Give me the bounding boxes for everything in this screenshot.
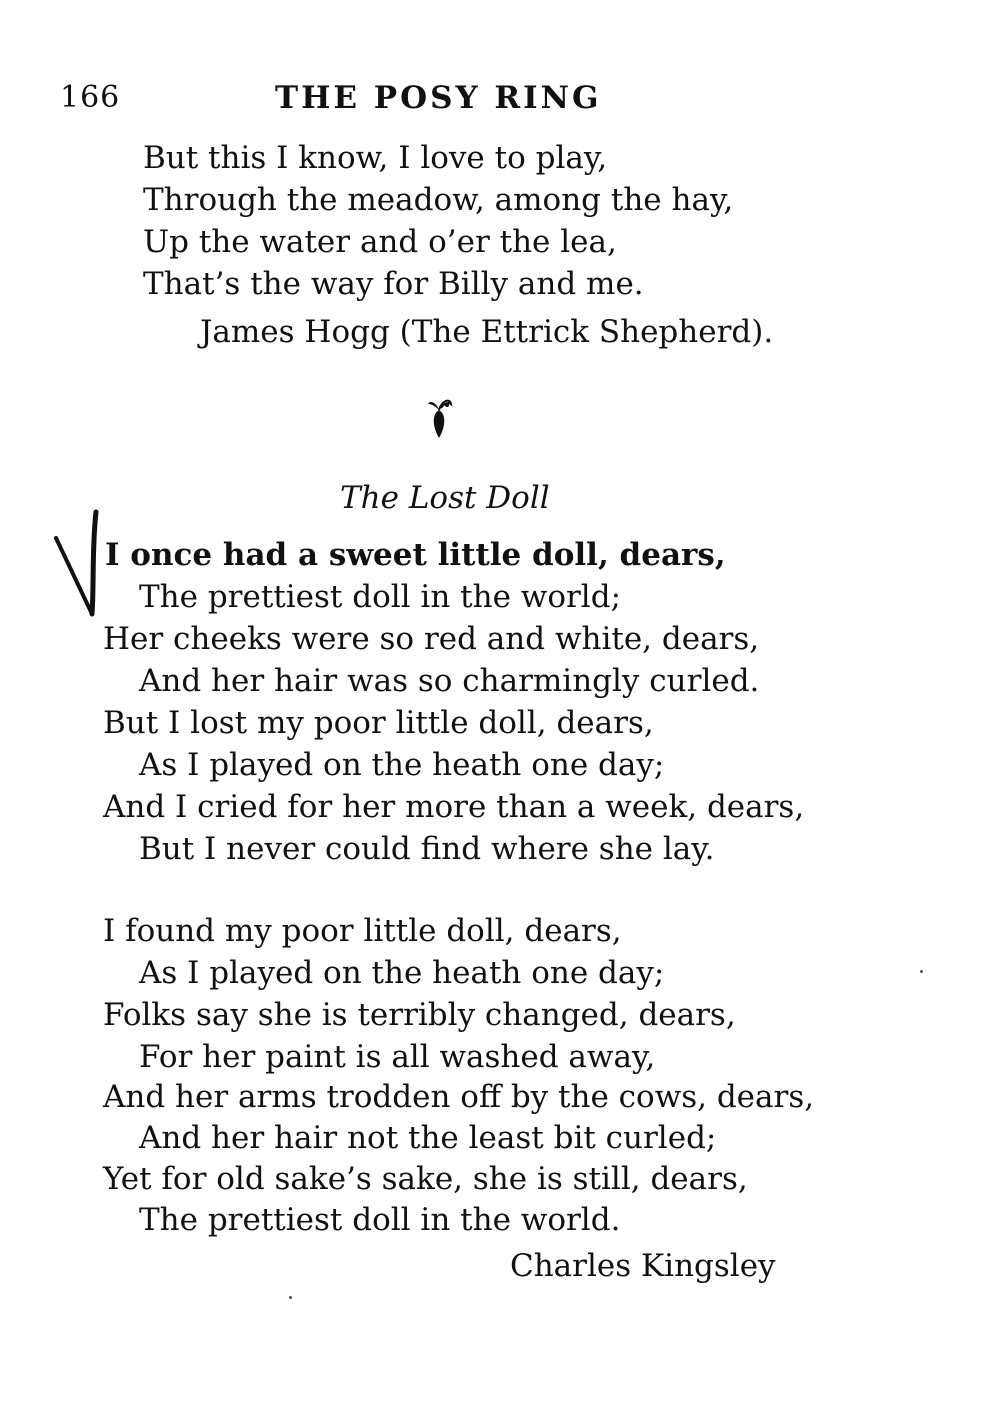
poem-line: For her paint is all washed away, — [139, 1039, 656, 1075]
poem-line: I found my poor little doll, dears, — [103, 913, 622, 949]
poem-attribution: James Hogg (The Ettrick Shepherd). — [200, 314, 774, 350]
poem-line: That’s the way for Billy and me. — [143, 266, 644, 302]
poem-line: Folks say she is terribly changed, dears, — [103, 997, 736, 1033]
poem-line: And her hair not the least bit curled; — [139, 1120, 717, 1156]
page-number: 166 — [60, 80, 121, 115]
poem-line: The prettiest doll in the world. — [139, 1202, 621, 1238]
scan-speck — [289, 1296, 292, 1299]
poem-line: And her hair was so charmingly curled. — [139, 663, 760, 699]
poem-line: The prettiest doll in the world; — [139, 579, 622, 615]
poem-line: Through the meadow, among the hay, — [143, 182, 734, 218]
poem-line: But this I know, I love to play, — [143, 140, 608, 176]
poem-line: As I played on the heath one day; — [139, 955, 665, 991]
scan-speck — [920, 970, 923, 973]
poem-line: But I never could find where she lay. — [139, 831, 715, 867]
poem-line: But I lost my poor little doll, dears, — [103, 705, 654, 741]
poem-line: Her cheeks were so red and white, dears, — [103, 621, 760, 657]
poem-line: Yet for old sake’s sake, she is still, dears, — [103, 1161, 748, 1197]
poem-line: As I played on the heath one day; — [139, 747, 665, 783]
poem-attribution: Charles Kingsley — [510, 1248, 776, 1284]
poem-line: And her arms trodden off by the cows, dears, — [103, 1079, 815, 1115]
poem-title: The Lost Doll — [340, 480, 550, 516]
fleuron-icon — [424, 392, 454, 444]
handwritten-check-mark-icon — [52, 506, 112, 626]
poem-line: Up the water and o’er the lea, — [143, 224, 617, 260]
running-head — [60, 80, 700, 124]
running-title: THE POSY RING — [275, 80, 602, 116]
poem-line: I once had a sweet little doll, dears, — [105, 537, 726, 573]
poem-line: And I cried for her more than a week, dears, — [103, 789, 805, 825]
